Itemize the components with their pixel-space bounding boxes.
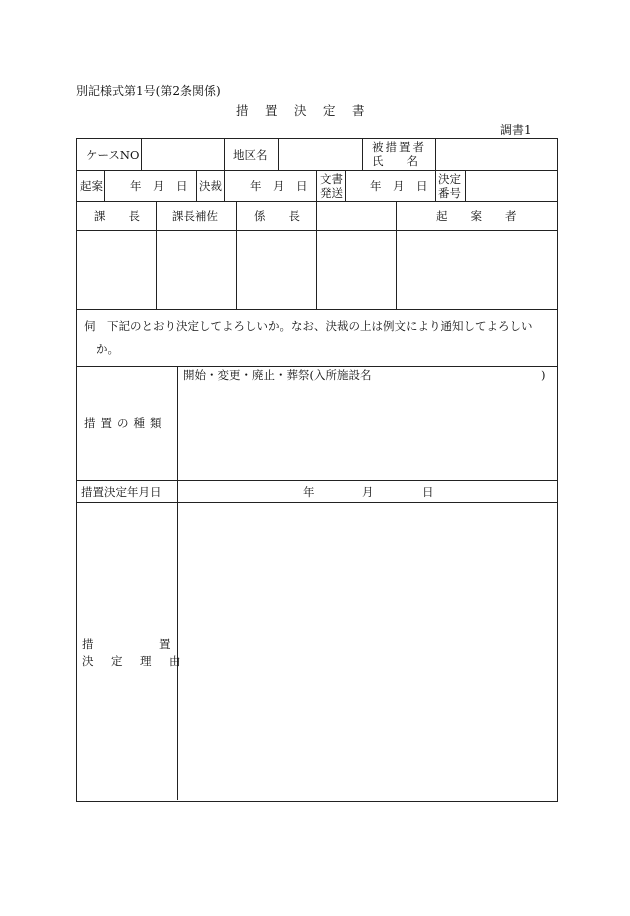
deputy-chief-stamp-box[interactable]: [157, 231, 235, 308]
row-divider: [76, 309, 557, 310]
row-divider: [76, 366, 557, 367]
decision-number-label-line1: 決定: [438, 172, 461, 186]
form-reference: 別記様式第1号(第2条関係): [76, 84, 221, 98]
reason-label-line2: 決 定 理 由: [82, 654, 184, 668]
drafter-header: 起 案 者: [436, 209, 517, 223]
case-number-label: ケースNO: [86, 148, 140, 162]
area-name-label: 地区名: [233, 148, 268, 162]
request-text-line1: 伺 下記のとおり決定してよろしいか。なお、決裁の上は例文により通知してよろしい: [84, 319, 533, 333]
measure-type-options[interactable]: 開始・変更・廃止・葬祭(入所施設名: [183, 368, 372, 382]
chief-stamp-box[interactable]: [77, 231, 155, 308]
cell-divider: [196, 170, 197, 201]
subject-name-label-line1: 被措置者: [372, 140, 426, 154]
reason-label-line1-a: 措: [82, 637, 94, 651]
decision-date-label: 措置決定年月日: [81, 485, 162, 499]
cell-divider: [316, 170, 317, 201]
measure-type-close-paren: ): [541, 368, 546, 382]
deputy-chief-header: 課長補佐: [172, 209, 218, 223]
decision-number-field[interactable]: [466, 171, 555, 200]
approval-date[interactable]: 年 月 日: [250, 179, 308, 193]
drafter-stamp-box[interactable]: [397, 231, 555, 308]
document-title: 措 置 決 定 書: [236, 103, 367, 118]
draft-date[interactable]: 年 月 日: [130, 179, 188, 193]
section-head-header: 係 長: [254, 209, 300, 223]
approval-label: 決裁: [199, 179, 222, 193]
document-code: 調書1: [500, 123, 532, 137]
cell-divider: [224, 170, 225, 201]
cell-divider: [435, 170, 436, 201]
cell-divider: [362, 138, 363, 170]
draft-label: 起案: [80, 179, 103, 193]
cell-divider: [104, 170, 105, 201]
area-name-field[interactable]: [279, 139, 361, 169]
decision-date-month[interactable]: 月: [362, 485, 374, 499]
measure-type-field[interactable]: [178, 384, 555, 479]
reason-field[interactable]: [178, 503, 555, 799]
request-text-line2: か。: [96, 342, 119, 356]
subject-name-label-line2: 氏 名: [372, 154, 418, 168]
sent-label-line2: 発送: [320, 186, 343, 200]
decision-date-year[interactable]: 年: [303, 485, 315, 499]
chief-header: 課 長: [94, 209, 140, 223]
case-number-field[interactable]: [142, 139, 223, 169]
reason-label-line1-b: 置: [159, 637, 171, 651]
section-head-stamp-box[interactable]: [237, 231, 315, 308]
sent-label-line1: 文書: [320, 172, 343, 186]
decision-date-day[interactable]: 日: [422, 485, 434, 499]
subject-name-field[interactable]: [436, 139, 555, 169]
row-divider: [76, 480, 557, 481]
blank-stamp-box[interactable]: [317, 231, 395, 308]
sent-date[interactable]: 年 月 日: [370, 179, 428, 193]
measure-type-label: 措置の種類: [84, 416, 167, 430]
cell-divider: [345, 170, 346, 201]
cell-divider: [224, 138, 225, 170]
decision-number-label-line2: 番号: [438, 186, 461, 200]
